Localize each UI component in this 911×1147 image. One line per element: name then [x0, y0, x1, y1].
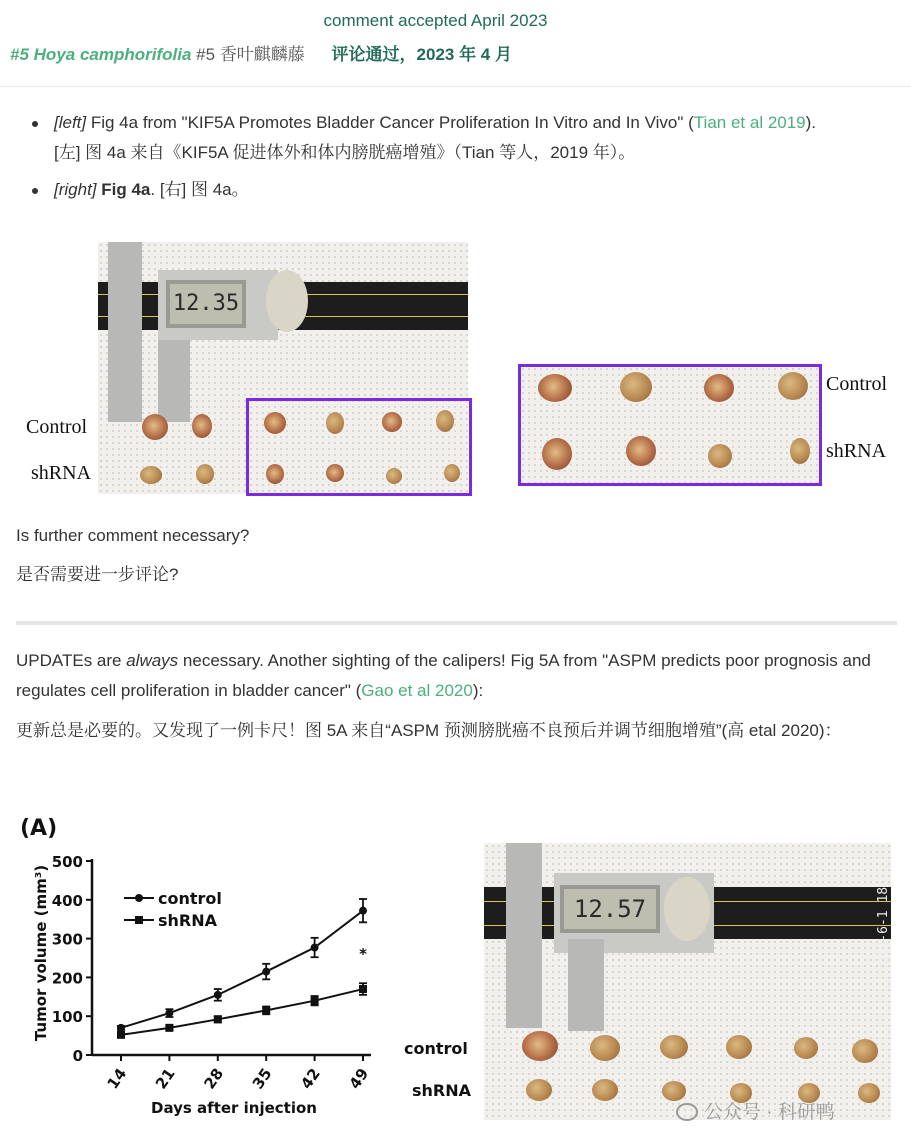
y-tick-label: 500	[51, 853, 83, 871]
update-text-body: necessary. Another sighting of the calipers! Fig 5A from "ASPM predicts poor prognosis and regulates cell proliferation in bladder cancer" (	[16, 651, 871, 700]
update-text-start: UPDATEs are	[16, 651, 127, 670]
highlight-box-right	[518, 364, 822, 486]
entry-rank: #5	[10, 45, 29, 64]
fig2-control-label: control	[404, 1039, 468, 1058]
tumor	[196, 464, 214, 484]
entry-rank-zh: #5	[196, 45, 216, 64]
fig1-left-shrna-label: shRNA	[31, 462, 92, 484]
x-axis-title: Days after injection	[151, 1099, 317, 1117]
data-point-shRNA	[311, 997, 319, 1005]
tumor-volume-chart	[16, 808, 476, 1128]
legend-marker-shRNA	[135, 916, 143, 924]
update-english	[16, 646, 896, 706]
tumor	[852, 1039, 878, 1063]
entry-title-row	[10, 40, 512, 65]
tumor	[192, 414, 212, 438]
update-italic: always	[126, 651, 179, 670]
fig1-right-shrna-label: shRNA	[826, 440, 887, 462]
legend-label-control: control	[158, 889, 222, 908]
caliper-lcd-left: 12.35	[166, 280, 246, 328]
data-point-control	[262, 968, 270, 976]
x-tick-label: 21	[151, 1064, 179, 1093]
legend-marker-control	[135, 894, 143, 902]
data-point-control	[311, 944, 319, 952]
left-text: Fig 4a from "KIF5A Promotes Bladder Cancer Proliferation In Vitro and In Vivo" (	[86, 113, 694, 132]
y-tick-label: 0	[72, 1047, 83, 1065]
chart-svg	[16, 808, 476, 1128]
fig1-left-control-label: Control	[26, 416, 88, 438]
significance-asterisk: *	[359, 945, 367, 964]
gao-2020-link[interactable]: Gao et al 2020	[361, 681, 473, 700]
data-point-control	[117, 1024, 125, 1032]
x-tick-label: 28	[200, 1064, 228, 1093]
bullet-right	[16, 175, 896, 205]
species-name[interactable]: Hoya camphorifolia	[33, 45, 192, 64]
right-text: . [右] 图 4a。	[150, 180, 249, 199]
x-tick-label: 49	[345, 1064, 373, 1093]
highlight-box-left	[246, 398, 472, 496]
right-tag: [right]	[54, 180, 97, 199]
tumor	[592, 1079, 618, 1101]
data-point-shRNA	[117, 1031, 125, 1039]
data-point-shRNA	[214, 1015, 222, 1023]
caliper-lcd-right: 12.57	[560, 885, 660, 933]
y-tick-label: 400	[51, 891, 83, 910]
wechat-icon	[676, 1103, 698, 1121]
fig1-right-control-label: Control	[826, 373, 888, 395]
data-point-control	[165, 1009, 173, 1017]
right-fig-label: Fig 4a	[101, 180, 151, 199]
left-text-zh: [左] 图 4a 来自《KIF5A 促进体外和体内膀胱癌增殖》（Tian 等人，2019 年）。	[54, 143, 636, 162]
tumor	[142, 414, 168, 440]
data-point-control	[359, 907, 367, 915]
left-end: ).	[805, 113, 817, 132]
y-axis-title: Tumor volume (mm³)	[32, 864, 50, 1042]
species-name-zh: 香叶麒麟藤	[219, 45, 305, 64]
tumor	[140, 466, 162, 484]
data-point-shRNA	[165, 1024, 173, 1032]
bullet-left	[16, 108, 896, 168]
tumor	[526, 1079, 552, 1101]
figure-4a	[16, 240, 896, 502]
watermark	[676, 1097, 835, 1124]
y-tick-label: 200	[51, 969, 83, 988]
fig2-shrna-label: shRNA	[412, 1081, 472, 1100]
tumor	[590, 1035, 620, 1061]
y-tick-label: 300	[51, 930, 83, 949]
watermark-text: 公众号 · 科研鸭	[704, 1102, 835, 1123]
x-tick-label: 42	[297, 1064, 324, 1093]
status-chinese: 评论通过，2023 年 4 月	[331, 45, 512, 64]
y-tick-label: 100	[51, 1008, 83, 1027]
tumor	[794, 1037, 818, 1059]
question-english: Is further comment necessary?	[16, 526, 250, 545]
data-point-shRNA	[359, 985, 367, 993]
section-divider	[16, 621, 897, 625]
series-line-shRNA	[121, 989, 363, 1035]
x-tick-label: 14	[103, 1064, 131, 1093]
question-chinese: 是否需要进一步评论?	[16, 565, 179, 584]
panel-label: (A)	[20, 816, 58, 841]
tumor	[522, 1031, 558, 1061]
x-tick-label: 35	[248, 1064, 276, 1093]
update-chinese: 更新总是必要的。又发现了一例卡尺！图 5A 来自“ASPM 预测膀胱癌不良预后并调节细胞增殖”(高 etal 2020)：	[16, 721, 842, 740]
left-tag: [left]	[54, 113, 87, 132]
comment-body	[16, 108, 896, 205]
tumor	[726, 1035, 752, 1059]
entry-header	[0, 0, 911, 87]
tian-2019-link[interactable]: Tian et al 2019	[693, 113, 806, 132]
caliper-photo-right	[484, 843, 891, 1120]
tumor	[858, 1083, 880, 1103]
date-stamp: 2018-6-1 18:42	[876, 863, 891, 973]
data-point-shRNA	[262, 1006, 270, 1014]
tumor	[660, 1035, 688, 1059]
legend-label-shRNA: shRNA	[158, 911, 218, 930]
status-english: comment accepted April 2023	[323, 11, 548, 30]
update-text-end: ):	[472, 681, 484, 700]
bullet-list	[16, 108, 896, 205]
data-point-control	[214, 991, 222, 999]
